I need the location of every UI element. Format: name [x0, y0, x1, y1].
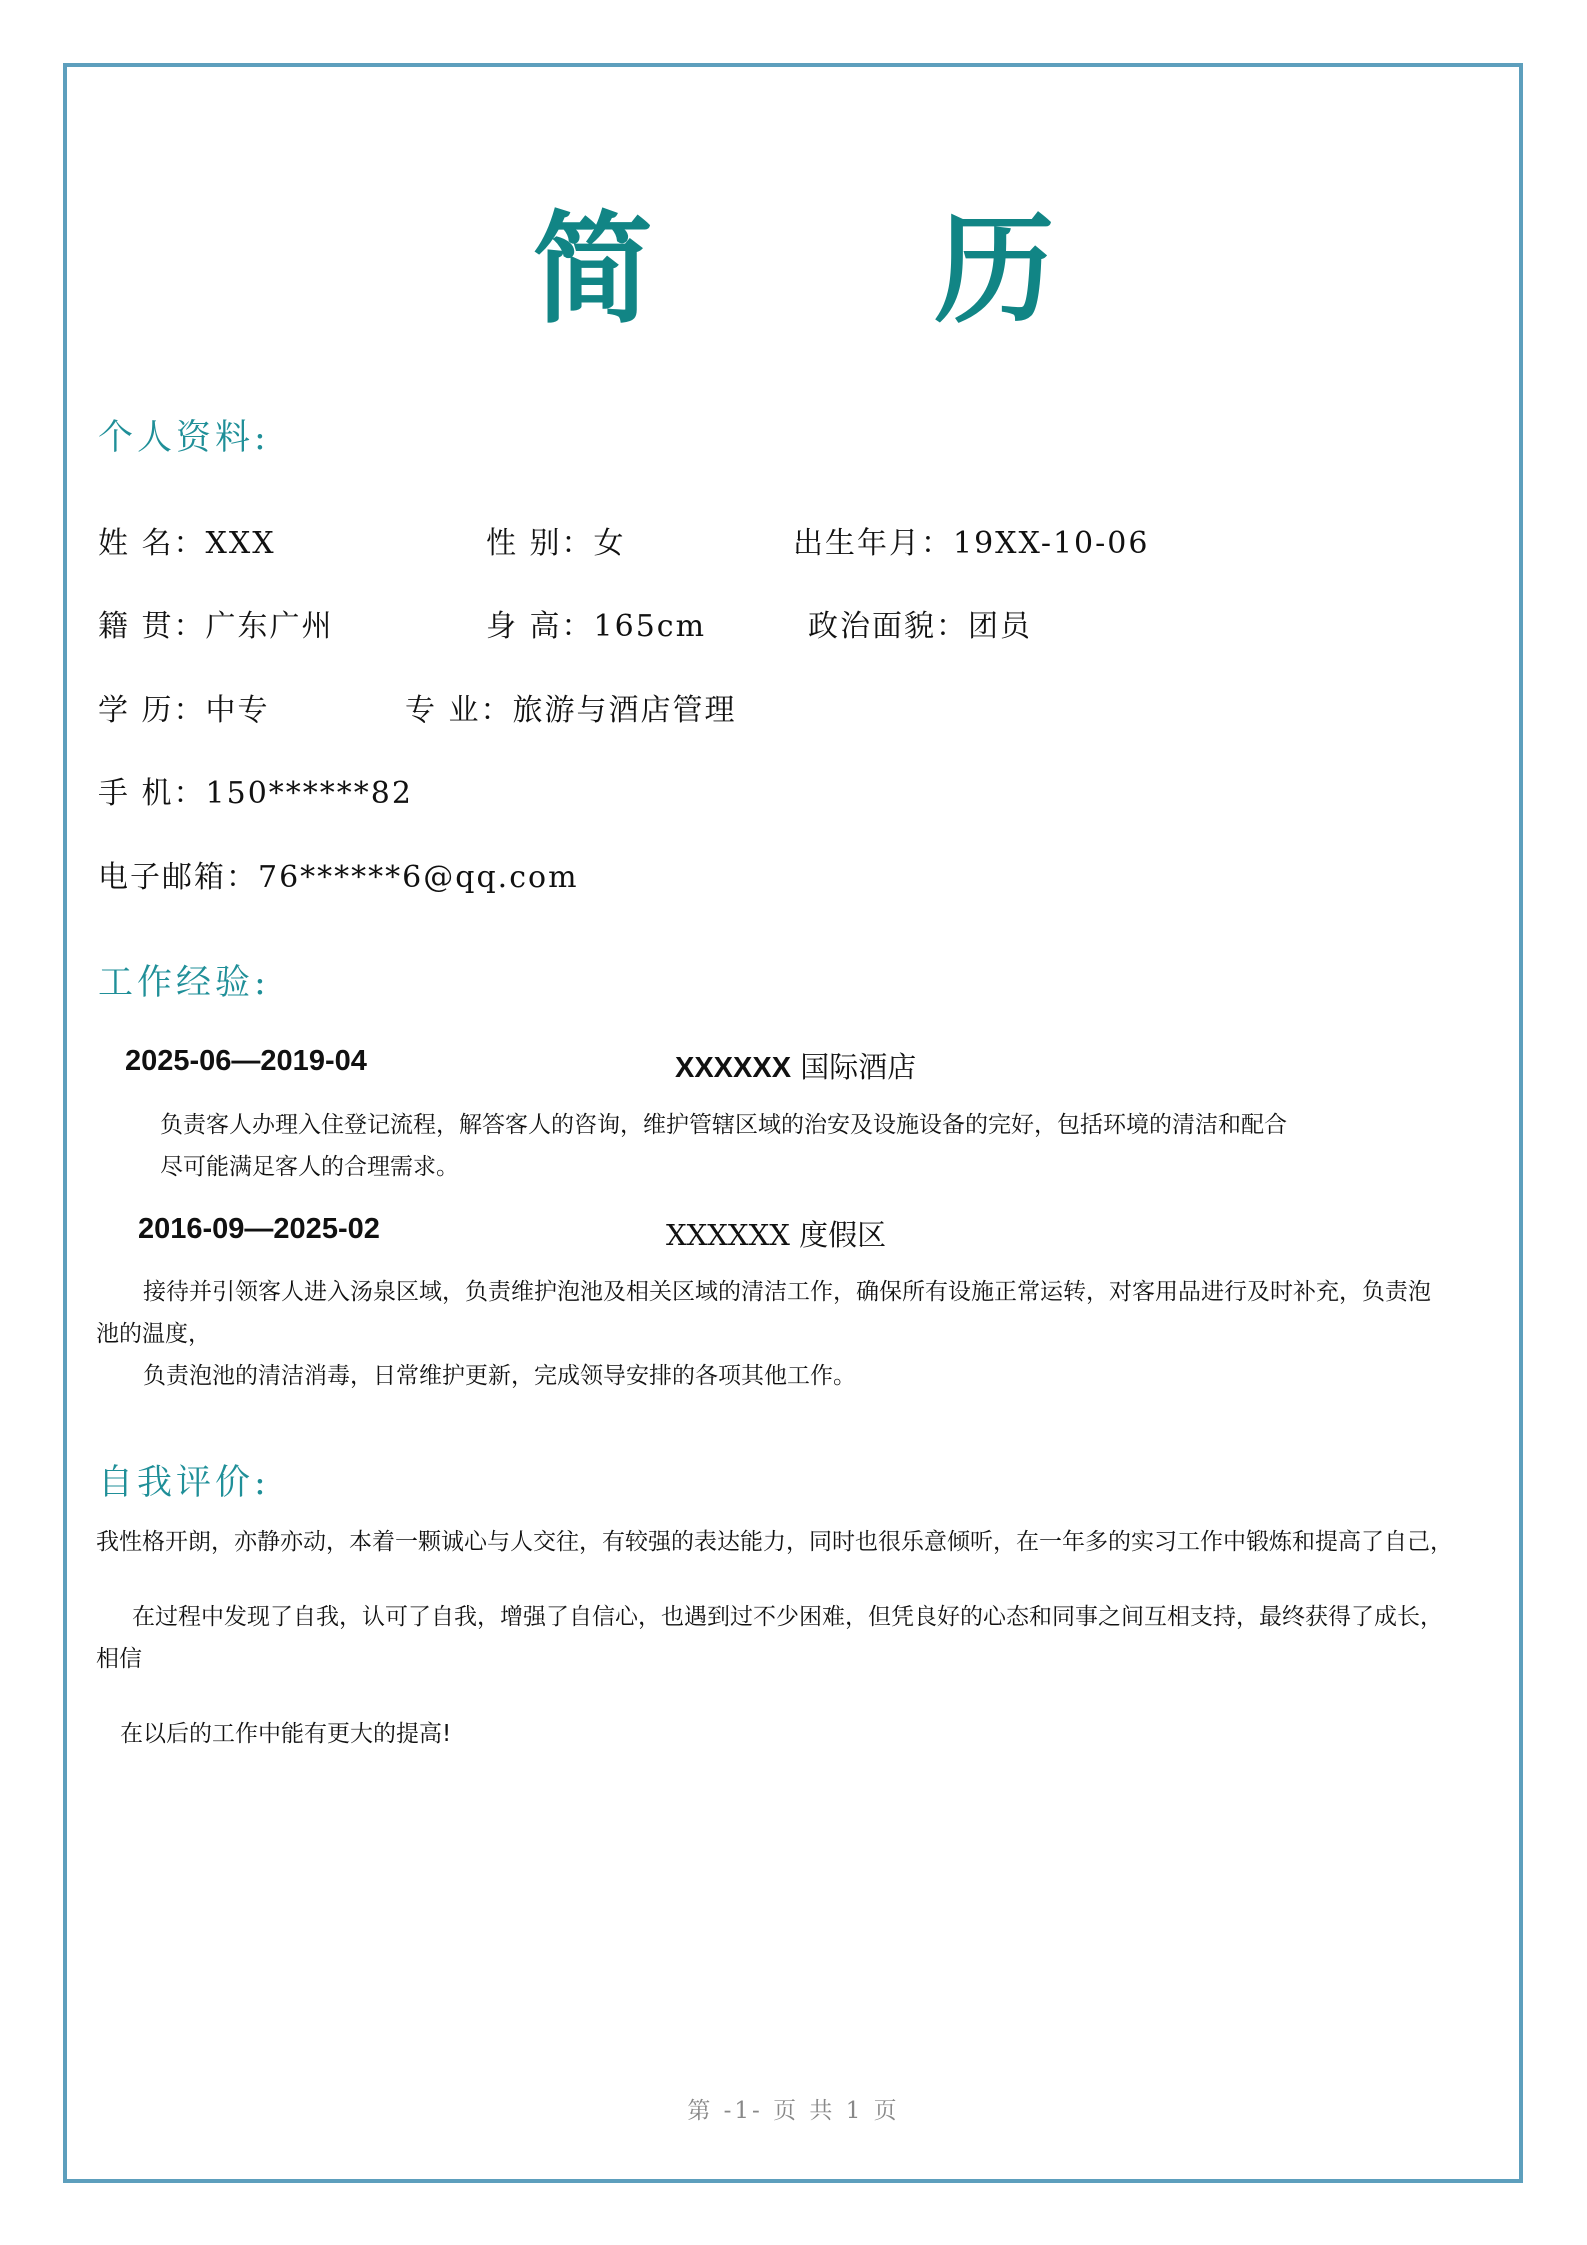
field-height: 身 高：165cm: [486, 609, 707, 644]
section-personal-heading: 个人资料:: [98, 418, 270, 458]
job-description-line: 池的温度，: [96, 1321, 211, 1347]
field-political: 政治面貌：团员: [808, 609, 1032, 644]
job-period: 2025-06—2019-04: [125, 1045, 367, 1077]
section-work-heading: 工作经验:: [98, 963, 270, 1003]
resume-title: 简 历: [532, 199, 1175, 340]
self-eval-line: 在以后的工作中能有更大的提高!: [120, 1721, 452, 1747]
job-organization-code: XXXXXX: [675, 1052, 792, 1084]
job-description-line: 尽可能满足客人的合理需求。: [160, 1154, 459, 1180]
self-eval-line: 在过程中发现了自我，认可了自我，增强了自信心，也遇到过不少困难，但凭良好的心态和同事之间互相支持，最终获得了成长，: [132, 1604, 1443, 1630]
job-description-line: 接待并引领客人进入汤泉区域，负责维护泡池及相关区域的清洁工作，确保所有设施正常运转，对客用品进行及时补充，负责泡: [143, 1279, 1431, 1305]
job-organization-name: 国际酒店: [800, 1050, 917, 1084]
field-phone: 手 机：150******82: [98, 776, 413, 811]
field-name: 姓 名：XXX: [98, 526, 276, 561]
job-organization: XXXXXX 度假区: [666, 1218, 887, 1252]
field-major: 专 业：旅游与酒店管理: [405, 693, 737, 728]
page-footer: 第 -1- 页 共 1 页: [687, 2098, 900, 2124]
job-period: 2016-09—2025-02: [138, 1213, 380, 1245]
field-education: 学 历：中专: [98, 693, 270, 728]
self-eval-line: 相信: [96, 1646, 142, 1672]
section-self-heading: 自我评价:: [98, 1463, 270, 1503]
job-organization: [675, 1045, 916, 1086]
field-email: 电子邮箱：76******6@qq.com: [98, 860, 579, 895]
field-native: 籍 贯：广东广州: [98, 609, 334, 644]
field-birth: 出生年月：19XX-10-06: [793, 526, 1150, 561]
self-eval-line: 我性格开朗，亦静亦动，本着一颗诚心与人交往，有较强的表达能力，同时也很乐意倾听，在一年多的实习工作中锻炼和提高了自己，: [96, 1529, 1453, 1555]
field-gender: 性 别：女: [486, 526, 626, 561]
job-description-line: 负责客人办理入住登记流程，解答客人的咨询，维护管辖区域的治安及设施设备的完好，包括环境的清洁和配合: [160, 1112, 1287, 1138]
job-description-line: 负责泡池的清洁消毒，日常维护更新，完成领导安排的各项其他工作。: [143, 1363, 856, 1389]
